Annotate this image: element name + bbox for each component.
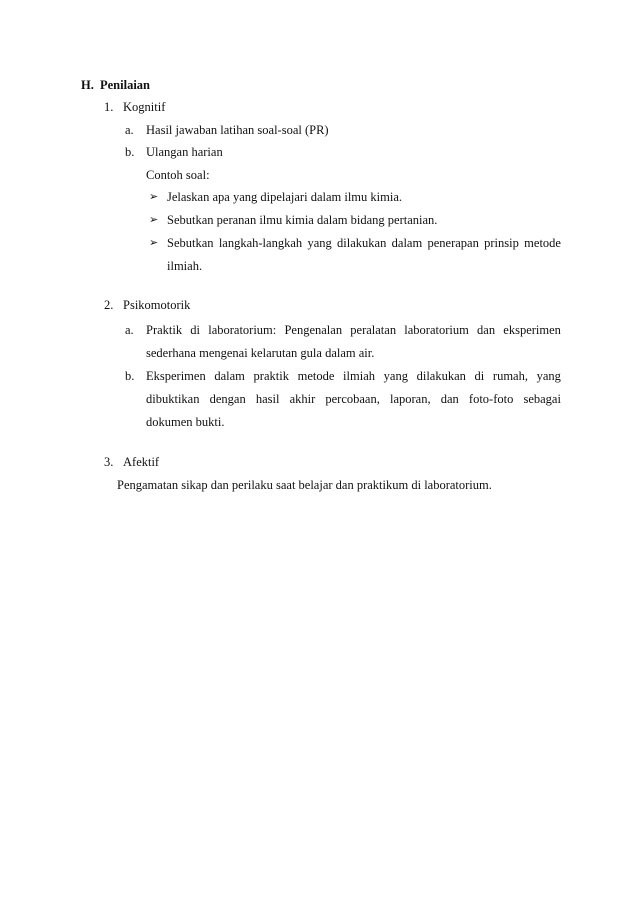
word: langkah-langkah bbox=[218, 236, 303, 250]
word: ilmiah bbox=[343, 369, 375, 383]
justified-line bbox=[146, 324, 561, 337]
word: dan bbox=[477, 323, 496, 337]
word: penerapan bbox=[427, 236, 479, 250]
sub-marker: b. bbox=[125, 145, 135, 159]
word: dan bbox=[440, 392, 459, 406]
sub-text: Hasil jawaban latihan soal-soal (PR) bbox=[146, 123, 329, 137]
arrow-bullet-icon: ➢ bbox=[149, 237, 159, 249]
word: metode bbox=[297, 369, 335, 383]
arrow-bullet-icon: ➢ bbox=[149, 214, 159, 226]
word: dalam bbox=[391, 236, 423, 250]
item-title: Afektif bbox=[123, 455, 160, 469]
section-letter: H. bbox=[81, 78, 94, 92]
word: dilakukan bbox=[416, 369, 466, 383]
word: praktik bbox=[253, 369, 289, 383]
justified-line bbox=[146, 370, 561, 383]
item-number: 2. bbox=[104, 298, 114, 312]
section-title: Penilaian bbox=[100, 78, 151, 92]
sub-marker: a. bbox=[125, 323, 134, 337]
question-text: Sebutkan peranan ilmu kimia dalam bidang pertanian. bbox=[167, 213, 438, 227]
word: laboratorium bbox=[404, 323, 469, 337]
item-number: 3. bbox=[104, 455, 114, 469]
word: Sebutkan bbox=[167, 236, 214, 250]
word: sebagai bbox=[523, 392, 561, 406]
word: prinsip bbox=[484, 236, 519, 250]
word: Eksperimen bbox=[146, 369, 206, 383]
arrow-bullet-icon: ➢ bbox=[149, 191, 159, 203]
word: foto-foto bbox=[468, 392, 514, 406]
word: peralatan bbox=[350, 323, 397, 337]
word: yang bbox=[536, 369, 561, 383]
contoh-label: Contoh soal: bbox=[146, 168, 210, 182]
word: dalam bbox=[214, 369, 245, 383]
question-justified-line bbox=[167, 237, 561, 250]
sub-marker: b. bbox=[125, 369, 135, 383]
word: laporan, bbox=[389, 392, 431, 406]
word: laboratorium: bbox=[208, 323, 277, 337]
word: eksperimen bbox=[503, 323, 561, 337]
word: Praktik bbox=[146, 323, 183, 337]
question-text: Jelaskan apa yang dipelajari dalam ilmu kimia. bbox=[167, 190, 402, 204]
word: dengan bbox=[209, 392, 246, 406]
word: di bbox=[190, 323, 201, 337]
word: di bbox=[474, 369, 485, 383]
word: metode bbox=[524, 236, 561, 250]
word: akhir bbox=[289, 392, 316, 406]
word: percobaan, bbox=[325, 392, 380, 406]
word: Pengenalan bbox=[284, 323, 343, 337]
question-continuation: ilmiah. bbox=[167, 259, 203, 273]
justified-line bbox=[146, 393, 561, 406]
item-number: 1. bbox=[104, 100, 114, 114]
continuation-line: dokumen bukti. bbox=[146, 415, 225, 429]
item-title: Psikomotorik bbox=[123, 298, 191, 312]
word: hasil bbox=[255, 392, 280, 406]
word: dibuktikan bbox=[146, 392, 200, 406]
word: dilakukan bbox=[337, 236, 387, 250]
word: yang bbox=[307, 236, 332, 250]
continuation-line: sederhana mengenai kelarutan gula dalam air. bbox=[146, 346, 375, 360]
afektif-text: Pengamatan sikap dan perilaku saat belajar dan praktikum di laboratorium. bbox=[117, 478, 492, 492]
word: yang bbox=[383, 369, 408, 383]
sub-marker: a. bbox=[125, 123, 134, 137]
word: rumah, bbox=[492, 369, 528, 383]
item-title: Kognitif bbox=[123, 100, 166, 114]
sub-text: Ulangan harian bbox=[146, 145, 223, 159]
